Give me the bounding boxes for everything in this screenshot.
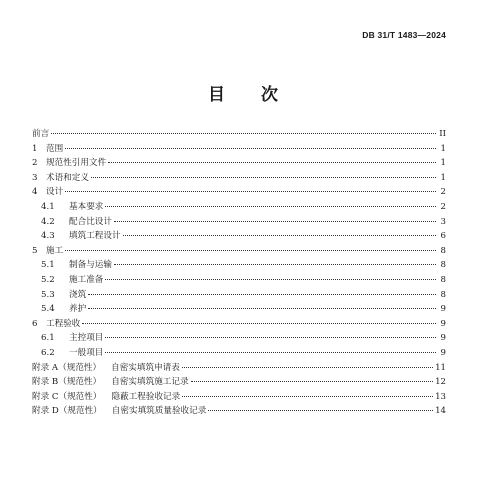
toc-entry-page: 9	[440, 318, 446, 329]
toc-leader-dots	[208, 409, 433, 411]
toc-leader-dots	[105, 351, 436, 353]
toc-leader-dots	[123, 234, 436, 236]
document-code: DB 31/T 1483—2024	[362, 30, 446, 40]
toc-entry-label: 自密实填筑施工记录	[111, 377, 189, 388]
toc-entry[interactable]	[32, 302, 446, 317]
toc-entry-label: 自密实填筑申请表	[111, 362, 180, 373]
toc-entry-page: 3	[440, 216, 446, 227]
toc-entry-page: 9	[440, 304, 446, 315]
toc-entry-number: 附录 A（规范性）	[32, 362, 102, 373]
toc-entry[interactable]	[32, 331, 446, 346]
toc-entry-number: 6.1	[41, 333, 55, 344]
toc-entry-label: 施工准备	[69, 274, 104, 285]
toc-leader-dots	[114, 220, 436, 222]
toc-entry[interactable]	[32, 273, 446, 288]
toc-entry[interactable]	[32, 390, 446, 405]
toc-entry-number: 3	[32, 172, 38, 183]
table-of-contents	[32, 127, 446, 419]
toc-leader-dots	[91, 176, 436, 178]
toc-leader-dots	[88, 293, 436, 295]
toc-entry-page: 8	[440, 245, 446, 256]
toc-leader-dots	[65, 249, 436, 251]
toc-entry[interactable]	[32, 317, 446, 332]
toc-entry-label: 配合比设计	[69, 216, 112, 227]
toc-entry-page: 2	[440, 187, 446, 198]
toc-entry-label: 前言	[32, 129, 50, 139]
toc-entry-page: 1	[440, 158, 446, 169]
toc-entry[interactable]	[32, 258, 446, 273]
toc-entry-label: 规范性引用文件	[46, 158, 107, 169]
toc-entry[interactable]	[32, 215, 446, 230]
toc-entry[interactable]	[32, 200, 446, 215]
toc-entry-label: 范围	[46, 143, 64, 154]
toc-entry-page: 11	[435, 362, 446, 373]
toc-entry-number: 附录 D（规范性）	[32, 406, 102, 417]
toc-entry-label: 施工	[46, 245, 64, 256]
toc-entry-number: 4	[32, 187, 38, 198]
toc-entry[interactable]	[32, 361, 446, 376]
toc-entry-page: II	[439, 129, 446, 139]
toc-entry[interactable]	[32, 346, 446, 361]
toc-entry[interactable]	[32, 127, 446, 142]
toc-leader-dots	[51, 132, 436, 134]
toc-leader-dots	[182, 395, 433, 397]
toc-entry[interactable]	[32, 185, 446, 200]
toc-entry-number: 1	[32, 143, 38, 154]
toc-entry-page: 8	[440, 260, 446, 271]
toc-leader-dots	[105, 205, 436, 207]
toc-entry[interactable]	[32, 375, 446, 390]
toc-entry-label: 浇筑	[69, 289, 87, 300]
toc-entry-number: 5.2	[41, 274, 55, 285]
toc-leader-dots	[105, 278, 436, 280]
toc-entry-label: 一般项目	[69, 347, 104, 358]
toc-entry-page: 12	[435, 377, 446, 388]
toc-entry[interactable]	[32, 142, 446, 157]
toc-entry-page: 9	[440, 333, 446, 344]
toc-leader-dots	[114, 263, 436, 265]
toc-entry-label: 主控项目	[69, 333, 104, 344]
toc-entry-number: 4.1	[41, 201, 55, 212]
toc-entry-page: 1	[440, 172, 446, 183]
toc-leader-dots	[65, 147, 436, 149]
toc-entry-label: 养护	[69, 304, 87, 315]
toc-entry-page: 8	[440, 289, 446, 300]
toc-entry[interactable]	[32, 288, 446, 303]
toc-leader-dots	[191, 380, 433, 382]
toc-entry[interactable]	[32, 244, 446, 259]
toc-entry-number: 4.3	[41, 231, 55, 242]
toc-entry-page: 13	[435, 391, 446, 402]
toc-entry-number: 2	[32, 158, 38, 169]
toc-leader-dots	[88, 307, 436, 309]
toc-entry-label: 基本要求	[69, 201, 104, 212]
toc-leader-dots	[65, 190, 436, 192]
toc-entry-page: 8	[440, 274, 446, 285]
toc-entry-number: 4.2	[41, 216, 55, 227]
toc-entry-label: 制备与运输	[69, 260, 112, 271]
toc-entry-number: 附录 C（规范性）	[32, 391, 102, 402]
toc-entry-label: 术语和定义	[46, 172, 89, 183]
toc-leader-dots	[182, 366, 433, 368]
toc-entry[interactable]	[32, 171, 446, 186]
toc-entry-label: 自密实填筑质量验收记录	[111, 406, 207, 417]
toc-entry-label: 设计	[46, 187, 64, 198]
toc-entry[interactable]	[32, 229, 446, 244]
toc-entry-page: 9	[440, 347, 446, 358]
toc-entry-label: 隐蔽工程验收记录	[111, 391, 181, 402]
toc-entry-number: 6	[32, 318, 38, 329]
toc-entry-number: 附录 B（规范性）	[32, 377, 102, 388]
toc-entry-number: 5	[32, 245, 38, 256]
toc-entry[interactable]	[32, 156, 446, 171]
toc-leader-dots	[82, 322, 436, 324]
page-title: 目 次	[208, 85, 278, 105]
toc-entry-number: 5.1	[41, 260, 55, 271]
toc-entry-label: 工程验收	[46, 318, 81, 329]
toc-entry-number: 5.4	[41, 304, 55, 315]
toc-leader-dots	[108, 161, 436, 163]
toc-entry-page: 14	[435, 406, 446, 417]
toc-entry-page: 6	[440, 231, 446, 242]
toc-entry[interactable]	[32, 404, 446, 419]
toc-leader-dots	[105, 336, 436, 338]
toc-entry-page: 2	[440, 201, 446, 212]
toc-entry-page: 1	[440, 143, 446, 154]
toc-entry-number: 5.3	[41, 289, 55, 300]
toc-entry-number: 6.2	[41, 347, 55, 358]
toc-entry-label: 填筑工程设计	[69, 231, 121, 242]
